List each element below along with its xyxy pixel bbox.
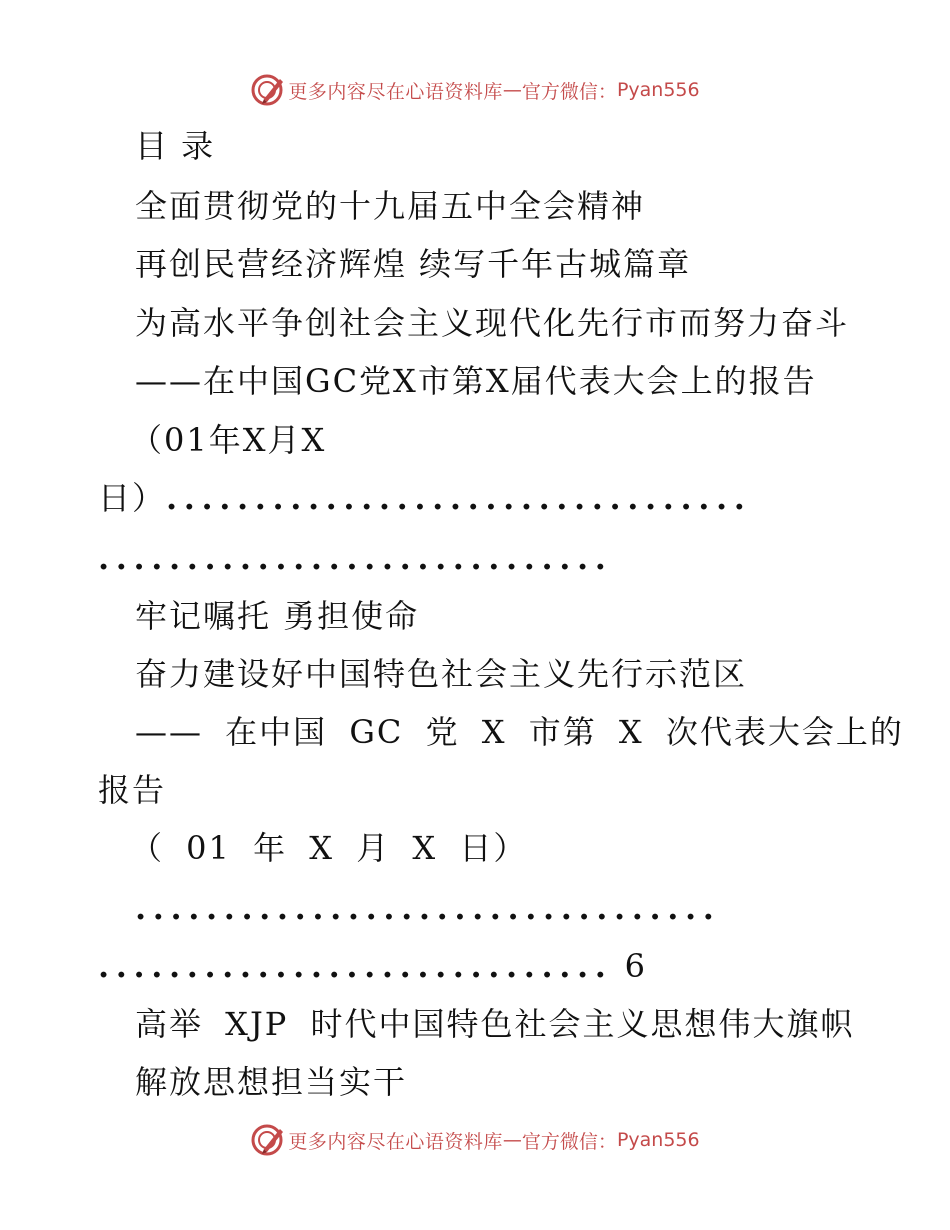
toc-leader-dots-2: ................................. bbox=[135, 889, 721, 927]
toc-entry-4-subtitle-cont[interactable]: 报告 bbox=[98, 771, 167, 809]
banner-separator: — bbox=[502, 79, 522, 101]
pen-logo-icon bbox=[250, 1123, 284, 1157]
toc-entry-2[interactable]: 再创民营经济辉煌 续写千年古城篇章 bbox=[135, 245, 692, 283]
toc-entry-4-date[interactable]: （ 01 年 X 月 X 日） bbox=[130, 829, 528, 867]
banner-wechat-label: 官方微信： bbox=[521, 1130, 617, 1153]
banner-title: 更多内容尽在心语资料库 bbox=[288, 1130, 503, 1153]
toc-entry-4-leader[interactable] bbox=[98, 946, 647, 986]
toc-leader-dots-cont: ............................. bbox=[98, 539, 613, 577]
header-banner bbox=[0, 70, 950, 110]
toc-leader-dots-2-cont: ............................. bbox=[98, 947, 613, 985]
toc-entry-3-date-end: 日） bbox=[98, 479, 167, 517]
toc-entry-3-leader[interactable] bbox=[98, 478, 751, 518]
banner-wechat-handle: Pyan556 bbox=[616, 1129, 700, 1151]
banner-title: 更多内容尽在心语资料库 bbox=[288, 80, 503, 103]
toc-entry-1[interactable]: 全面贯彻党的十九届五中全会精神 bbox=[135, 187, 646, 225]
toc-entry-4-title[interactable]: 奋力建设好中国特色社会主义先行示范区 bbox=[135, 655, 748, 693]
toc-page-number: 6 bbox=[624, 947, 648, 985]
footer-banner bbox=[0, 1120, 950, 1160]
toc-entry-4-subtitle[interactable]: —— 在中国 GC 党 X 市第 X 次代表大会上的 bbox=[135, 713, 904, 751]
toc-entry-4[interactable]: 牢记嘱托 勇担使命 bbox=[135, 597, 420, 635]
toc-entry-3[interactable]: 为高水平争创社会主义现代化先行市而努力奋斗 bbox=[135, 304, 850, 342]
toc-entry-3-subtitle[interactable]: ——在中国GC党X市第X届代表大会上的报告 bbox=[135, 362, 817, 400]
toc-heading: 目 录 bbox=[135, 127, 216, 165]
banner-wechat-label: 官方微信： bbox=[521, 80, 617, 103]
pen-logo-icon bbox=[250, 73, 284, 107]
banner-separator: — bbox=[502, 1129, 522, 1151]
toc-entry-3-date[interactable]: （01年X月X bbox=[130, 421, 327, 459]
toc-entry-5[interactable]: 高举 XJP 时代中国特色社会主义思想伟大旗帜 bbox=[135, 1005, 855, 1043]
toc-entry-5-title[interactable]: 解放思想担当实干 bbox=[135, 1063, 408, 1101]
toc-leader-dots: ................................. bbox=[166, 479, 752, 517]
banner-wechat-handle: Pyan556 bbox=[616, 79, 700, 101]
